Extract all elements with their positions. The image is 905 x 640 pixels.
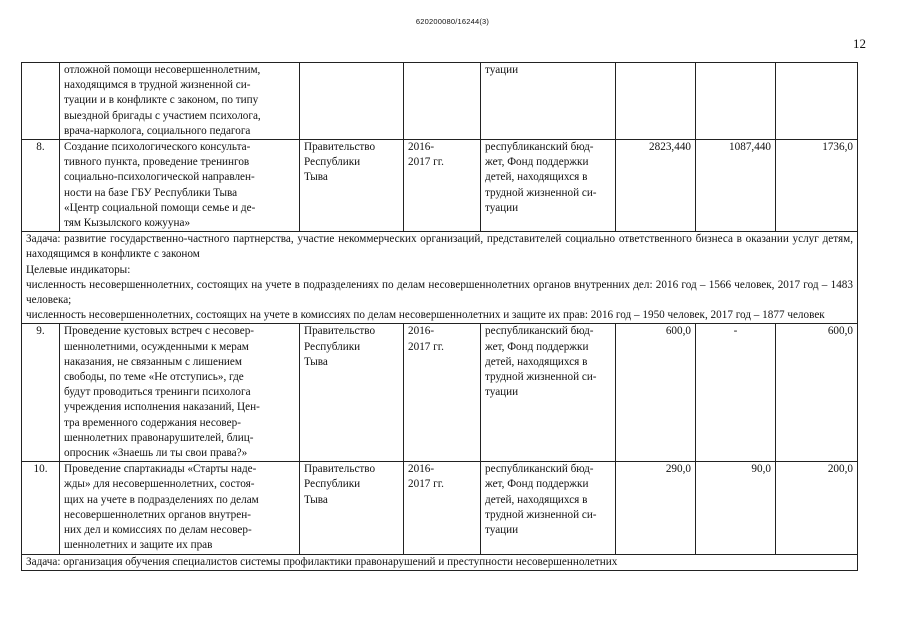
executor: Правительство Республики Тыва — [300, 324, 404, 462]
amount-total: 600,0 — [616, 324, 696, 462]
period: 2016- 2017 гг. — [404, 462, 481, 554]
table-row — [22, 324, 858, 462]
amount-2017: 200,0 — [776, 462, 858, 554]
amount-2016: - — [696, 324, 776, 462]
period — [404, 63, 481, 140]
table-row — [22, 140, 858, 232]
program-activities-table — [21, 62, 858, 571]
funding-source: республиканский бюд- жет, Фонд поддержки детей, находящихся в трудной жизненной си- туации — [481, 324, 616, 462]
amount-2016: 1087,440 — [696, 140, 776, 232]
task-line: Задача: развитие государственно-частного партнерства, участие некоммерческих организаций, представителей социально ответственного бизнеса в оказании услуг детям, находящимся в конфликте с законом — [26, 233, 853, 261]
table-row-continuation — [22, 63, 858, 140]
table-body — [22, 63, 858, 571]
period: 2016- 2017 гг. — [404, 140, 481, 232]
row-number: 8. — [22, 140, 60, 232]
row-number: 9. — [22, 324, 60, 462]
amount-2016 — [696, 63, 776, 140]
task-line: Целевые индикаторы: — [26, 263, 131, 276]
activity-text: Проведение кустовых встреч с несовер- шеннолетними, осужденными к мерам наказания, не связанным с лишением свободы, по теме «Не отступись», где будут проводиться тренинги психолога учреждения исполнения наказаний, Цен- тра временного содержания несовер- шеннолетних правонарушителей, блиц- опросник «Знаешь ли ты свои права?» — [60, 324, 300, 462]
task-line: численность несовершеннолетних, состоящих на учете в подразделениях по делам несовершеннолетних органов внутренних дел: 2016 год – 1566 человек, 2017 год – 1483 человека; — [26, 278, 853, 307]
row-number: 10. — [22, 462, 60, 554]
task-line: численность несовершеннолетних, состоящих на учете в комиссиях по делам несовершеннолетних и защите их прав: 2016 год – 1950 человек, 2017 год – 1877 человек — [26, 309, 825, 322]
page-number: 12 — [853, 36, 866, 51]
row-number — [22, 63, 60, 140]
amount-total: 290,0 — [616, 462, 696, 554]
amount-total: 2823,440 — [616, 140, 696, 232]
funding-source: туации — [481, 63, 616, 140]
period: 2016- 2017 гг. — [404, 324, 481, 462]
table-row — [22, 462, 858, 554]
document-code: 620200080/16244(3) — [415, 17, 490, 26]
amount-total — [616, 63, 696, 140]
amount-2017: 600,0 — [776, 324, 858, 462]
final-task: Задача: организация обучения специалистов системы профилактики правонарушений и преступности несовершеннолетних — [22, 554, 858, 570]
amount-2016: 90,0 — [696, 462, 776, 554]
task-block — [22, 232, 858, 324]
funding-source: республиканский бюд- жет, Фонд поддержки детей, находящихся в трудной жизненной си- туации — [481, 462, 616, 554]
activity-text: Проведение спартакиады «Старты наде- жды» для несовершеннолетних, состоя- щих на учете в подразделениях по делам несовершеннолетних органов внутрен- них дел и комиссиях по делам несовер- шеннолетних и защите их прав — [60, 462, 300, 554]
activity-text: отложной помощи несовершеннолетним, находящимся в трудной жизненной си- туации и в конфликте с законом, по типу выездной бригады с участием психолога, врача-нарколога, социального педагога — [60, 63, 300, 140]
activity-text: Создание психологического консульта- тивного пункта, проведение тренингов социально-психологической направлен- ности на базе ГБУ Республики Тыва «Центр социальной помощи семье и де- тям Кызылского кожууна» — [60, 140, 300, 232]
executor: Правительство Республики Тыва — [300, 462, 404, 554]
amount-2017 — [776, 63, 858, 140]
funding-source: республиканский бюд- жет, Фонд поддержки детей, находящихся в трудной жизненной си- туации — [481, 140, 616, 232]
executor: Правительство Республики Тыва — [300, 140, 404, 232]
task-block-row — [22, 232, 858, 324]
amount-2017: 1736,0 — [776, 140, 858, 232]
final-task-row — [22, 554, 858, 570]
executor — [300, 63, 404, 140]
